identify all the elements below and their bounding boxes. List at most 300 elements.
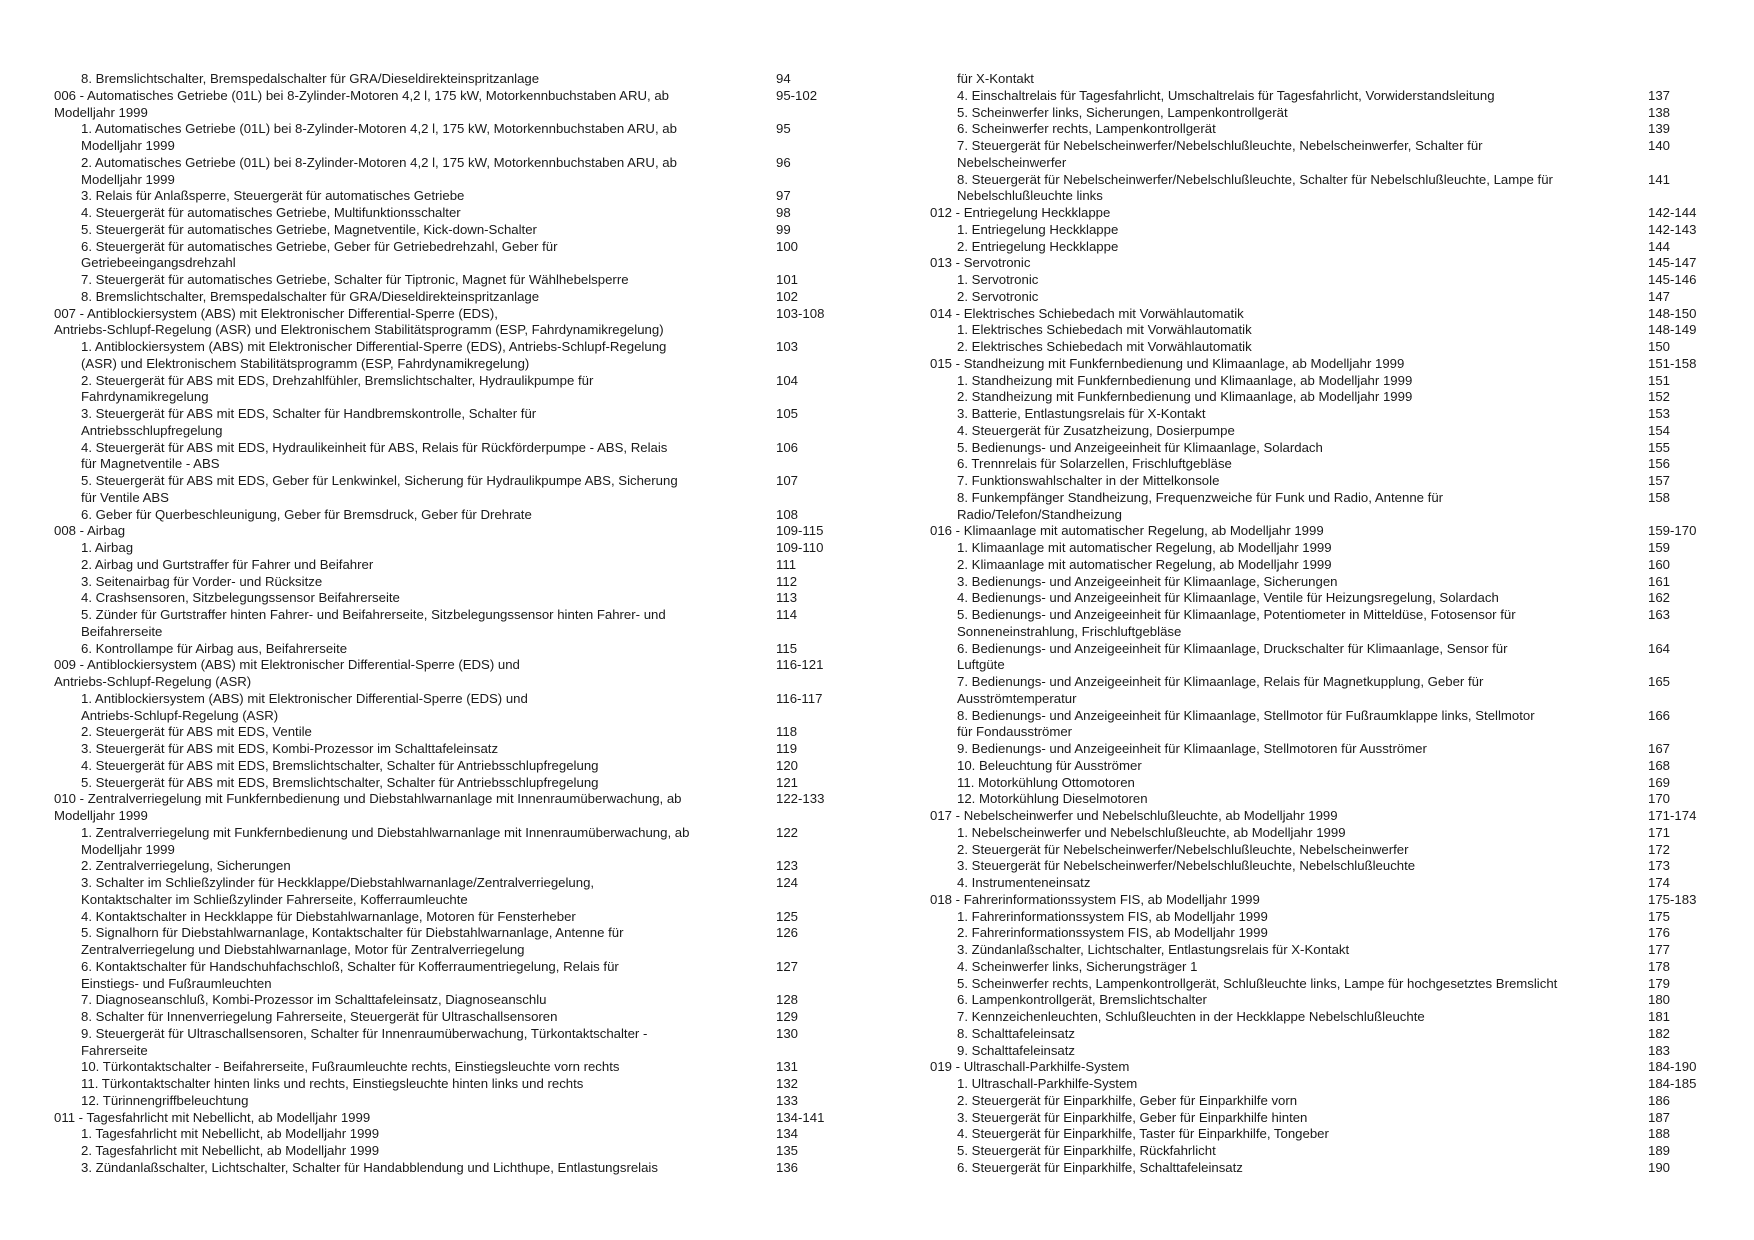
entry-page-number: 113 bbox=[776, 590, 798, 606]
toc-item-entry bbox=[54, 188, 844, 205]
entry-title-line: 1. Fahrerinformationssystem FIS, ab Modelljahr 1999 bbox=[957, 908, 1268, 924]
entry-title-line: 9. Steuergerät für Ultraschallsensoren, Schalter für Innenraumüberwachung, Türkontaktschalter - bbox=[81, 1025, 648, 1041]
entry-page-number: 126 bbox=[776, 925, 799, 941]
toc-item-entry bbox=[930, 1143, 1720, 1160]
entry-title-line: 014 - Elektrisches Schiebedach mit Vorwählautomatik bbox=[930, 305, 1244, 321]
entry-title-line: 009 - Antiblockiersystem (ABS) mit Elektronischer Differential-Sperre (EDS) und bbox=[54, 657, 520, 673]
entry-title-line: Luftgüte bbox=[957, 657, 1005, 673]
toc-item-entry bbox=[930, 423, 1720, 440]
entry-title-line: 5. Steuergerät für automatisches Getriebe, Magnetventile, Kick-down-Schalter bbox=[81, 221, 537, 237]
entry-page-number: 108 bbox=[776, 506, 799, 522]
entry-title-line: 7. Kennzeichenleuchten, Schlußleuchten in der Heckklappe Nebelschlußleuchte bbox=[957, 1009, 1425, 1024]
entry-page-number: 164 bbox=[1648, 640, 1671, 656]
entry-title-line: 8. Schalttafeleinsatz bbox=[957, 1025, 1076, 1041]
entry-page-number: 167 bbox=[1648, 741, 1671, 756]
entry-page-number: 172 bbox=[1648, 841, 1671, 857]
toc-item-entry bbox=[930, 490, 1720, 524]
entry-title-line: 2. Tagesfahrlicht mit Nebellicht, ab Modelljahr 1999 bbox=[81, 1143, 380, 1158]
toc-item-entry bbox=[54, 607, 844, 641]
toc-item-entry bbox=[930, 138, 1720, 172]
entry-page-number: 135 bbox=[776, 1143, 799, 1158]
entry-title-line: Nebelscheinwerfer bbox=[957, 154, 1067, 170]
entry-page-number: 100 bbox=[776, 238, 799, 254]
entry-page-number: 163 bbox=[1648, 607, 1671, 622]
entry-page-number: 109-115 bbox=[776, 523, 824, 539]
entry-page-number: 120 bbox=[776, 757, 799, 773]
toc-item-entry bbox=[930, 172, 1720, 206]
toc-item-entry bbox=[54, 1143, 844, 1160]
entry-page-number: 176 bbox=[1648, 925, 1671, 941]
entry-title-line: 8. Bedienungs- und Anzeigeeinheit für Klimaanlage, Stellmotor für Fußraumklappe links, Stellmotor bbox=[957, 707, 1535, 723]
toc-item-entry bbox=[930, 858, 1720, 875]
entry-title-line: 4. Bedienungs- und Anzeigeeinheit für Klimaanlage, Ventile für Heizungsregelung, Solardach bbox=[957, 590, 1499, 606]
toc-item-entry bbox=[930, 121, 1720, 138]
entry-title-line: 1. Tagesfahrlicht mit Nebellicht, ab Modelljahr 1999 bbox=[81, 1126, 380, 1142]
entry-title-line: 6. Geber für Querbeschleunigung, Geber für Bremsdruck, Geber für Drehrate bbox=[81, 506, 532, 522]
entry-title-line: 10. Türkontaktschalter - Beifahrerseite, Fußraumleuchte rechts, Einstiegsleuchte vorn rechts bbox=[81, 1059, 620, 1075]
entry-title-line: 1. Standheizung mit Funkfernbedienung und Klimaanlage, ab Modelljahr 1999 bbox=[957, 372, 1413, 388]
entry-title-line: 7. Diagnoseanschluß, Kombi-Prozessor im Schalttafeleinsatz, Diagnoseanschlu bbox=[81, 992, 547, 1008]
entry-title-line: 007 - Antiblockiersystem (ABS) mit Elektronischer Differential-Sperre (EDS), bbox=[54, 305, 498, 321]
entry-page-number: 145-146 bbox=[1648, 272, 1697, 287]
entry-page-number: 162 bbox=[1648, 590, 1671, 606]
toc-item-entry bbox=[54, 992, 844, 1009]
toc-item-entry bbox=[54, 205, 844, 222]
entry-title-line: 3. Steuergerät für ABS mit EDS, Schalter für Handbremskontrolle, Schalter für bbox=[81, 406, 537, 421]
entry-page-number: 116-117 bbox=[776, 690, 823, 706]
entry-page-number: 174 bbox=[1648, 875, 1671, 890]
entry-page-number: 123 bbox=[776, 858, 799, 874]
toc-item-entry bbox=[54, 540, 844, 557]
toc-section-entry bbox=[54, 88, 844, 122]
toc-item-entry bbox=[930, 842, 1720, 859]
entry-title-line: Antriebs-Schlupf-Regelung (ASR) bbox=[81, 707, 279, 723]
entry-title-line: 3. Bedienungs- und Anzeigeeinheit für Klimaanlage, Sicherungen bbox=[957, 573, 1338, 589]
toc-item-entry bbox=[930, 708, 1720, 742]
toc-item-entry bbox=[54, 825, 844, 859]
entry-page-number: 145-147 bbox=[1648, 255, 1697, 271]
entry-title-line: 8. Bremslichtschalter, Bremspedalschalter für GRA/Dieseldirekteinspritzanlage bbox=[81, 71, 540, 86]
entry-title-line: 6. Kontaktschalter für Handschuhfachschloß, Schalter für Kofferraumentriegelung, Relais für bbox=[81, 958, 619, 974]
entry-page-number: 178 bbox=[1648, 958, 1671, 974]
entry-title-line: 010 - Zentralverriegelung mit Funkfernbedienung und Diebstahlwarnanlage mit Innenraumüberwachung, ab bbox=[54, 791, 682, 807]
toc-item-entry bbox=[54, 691, 844, 725]
entry-page-number: 139 bbox=[1648, 121, 1671, 137]
entry-page-number: 134-141 bbox=[776, 1109, 825, 1125]
toc-section-entry bbox=[54, 306, 844, 340]
entry-title-line: 5. Scheinwerfer rechts, Lampenkontrollgerät, Schlußleuchte links, Lampe für hochgesetztes Bremslicht bbox=[957, 975, 1558, 991]
entry-page-number: 107 bbox=[776, 473, 799, 488]
toc-item-entry bbox=[930, 741, 1720, 758]
toc-item-entry bbox=[54, 1076, 844, 1093]
entry-title-line: 6. Scheinwerfer rechts, Lampenkontrollgerät bbox=[957, 121, 1216, 137]
entry-title-line: 2. Automatisches Getriebe (01L) bei 8-Zylinder-Motoren 4,2 l, 175 kW, Motorkennbuchstaben ARU, ab bbox=[81, 154, 677, 170]
entry-page-number: 127 bbox=[776, 958, 799, 974]
entry-title-line: 4. Instrumenteneinsatz bbox=[957, 875, 1091, 890]
entry-page-number: 177 bbox=[1648, 942, 1671, 957]
entry-title-line: 3. Zündanlaßschalter, Lichtschalter, Entlastungsrelais für X-Kontakt bbox=[957, 942, 1350, 957]
entry-title-line: 1. Klimaanlage mit automatischer Regelung, ab Modelljahr 1999 bbox=[957, 540, 1332, 555]
toc-section-entry bbox=[930, 255, 1720, 272]
entry-title-line: 017 - Nebelscheinwerfer und Nebelschlußleuchte, ab Modelljahr 1999 bbox=[930, 808, 1338, 823]
entry-title-line: 016 - Klimaanlage mit automatischer Regelung, ab Modelljahr 1999 bbox=[930, 523, 1324, 539]
entry-title-line: für Magnetventile - ABS bbox=[81, 456, 220, 472]
entry-page-number: 122-133 bbox=[776, 791, 825, 807]
toc-section-entry bbox=[54, 657, 844, 691]
entry-title-line: 7. Bedienungs- und Anzeigeeinheit für Klimaanlage, Relais für Magnetkupplung, Geber für bbox=[957, 674, 1484, 689]
entry-title-line: 1. Antiblockiersystem (ABS) mit Elektronischer Differential-Sperre (EDS) und bbox=[81, 690, 528, 706]
entry-page-number: 130 bbox=[776, 1025, 799, 1041]
entry-title-line: 3. Batterie, Entlastungsrelais für X-Kontakt bbox=[957, 406, 1206, 421]
entry-page-number: 183 bbox=[1648, 1042, 1671, 1058]
entry-page-number: 104 bbox=[776, 372, 799, 388]
entry-page-number: 114 bbox=[776, 607, 798, 622]
toc-item-entry bbox=[54, 507, 844, 524]
entry-title-line: Radio/Telefon/Standheizung bbox=[957, 506, 1122, 522]
entry-page-number: 124 bbox=[776, 875, 799, 890]
toc-item-entry bbox=[930, 1126, 1720, 1143]
toc-item-entry bbox=[930, 590, 1720, 607]
toc-item-entry bbox=[930, 272, 1720, 289]
entry-page-number: 184-190 bbox=[1648, 1059, 1697, 1075]
toc-section-entry bbox=[930, 306, 1720, 323]
toc-item-entry bbox=[930, 322, 1720, 339]
toc-item-entry bbox=[54, 239, 844, 273]
entry-title-line: für Ventile ABS bbox=[81, 489, 169, 505]
toc-item-entry bbox=[54, 272, 844, 289]
toc-item-entry bbox=[54, 339, 844, 373]
toc-item-entry bbox=[930, 105, 1720, 122]
toc-item-entry bbox=[930, 674, 1720, 708]
toc-item-entry bbox=[930, 1009, 1720, 1026]
entry-title-line: 6. Steuergerät für Einparkhilfe, Schalttafeleinsatz bbox=[957, 1159, 1243, 1175]
toc-item-entry bbox=[930, 1043, 1720, 1060]
toc-item-entry bbox=[930, 942, 1720, 959]
entry-page-number: 109-110 bbox=[776, 540, 824, 555]
toc-item-entry bbox=[930, 909, 1720, 926]
toc-item-entry bbox=[54, 1093, 844, 1110]
entry-title-line: 8. Funkempfänger Standheizung, Frequenzweiche für Funk und Radio, Antenne für bbox=[957, 489, 1444, 505]
toc-item-entry bbox=[54, 909, 844, 926]
toc-item-entry bbox=[930, 406, 1720, 423]
toc-item-entry bbox=[54, 724, 844, 741]
entry-page-number: 169 bbox=[1648, 774, 1671, 790]
toc-item-entry bbox=[54, 1160, 844, 1177]
entry-page-number: 187 bbox=[1648, 1109, 1671, 1125]
entry-page-number: 131 bbox=[776, 1059, 799, 1075]
entry-title-line: 2. Klimaanlage mit automatischer Regelung, ab Modelljahr 1999 bbox=[957, 556, 1332, 572]
entry-title-line: 12. Motorkühlung Dieselmotoren bbox=[957, 791, 1148, 807]
entry-title-line: Getriebeeingangsdrehzahl bbox=[81, 255, 236, 271]
toc-item-entry bbox=[54, 406, 844, 440]
entry-title-line: 1. Elektrisches Schiebedach mit Vorwählautomatik bbox=[957, 322, 1252, 338]
toc-column-left bbox=[54, 71, 844, 1177]
entry-title-line: 5. Steuergerät für ABS mit EDS, Geber für Lenkwinkel, Sicherung für Hydraulikpumpe ABS, Sicherung bbox=[81, 473, 678, 488]
toc-section-entry bbox=[54, 791, 844, 825]
entry-title-line: 7. Steuergerät für automatisches Getriebe, Schalter für Tiptronic, Magnet für Wählhebelsperre bbox=[81, 272, 629, 287]
entry-page-number: 179 bbox=[1648, 975, 1671, 991]
entry-title-line: 3. Steuergerät für Nebelscheinwerfer/Nebelschlußleuchte, Nebelschlußleuchte bbox=[957, 858, 1416, 874]
entry-title-line: 7. Steuergerät für Nebelscheinwerfer/Nebelschlußleuchte, Nebelscheinwerfer, Schalter für bbox=[957, 138, 1483, 153]
toc-item-entry bbox=[930, 641, 1720, 675]
toc-item-entry bbox=[930, 574, 1720, 591]
entry-title-line: Fahrdynamikregelung bbox=[81, 389, 209, 405]
toc-item-entry bbox=[930, 791, 1720, 808]
entry-page-number: 189 bbox=[1648, 1143, 1671, 1158]
toc-section-entry bbox=[930, 356, 1720, 373]
entry-page-number: 137 bbox=[1648, 87, 1671, 103]
entry-page-number: 154 bbox=[1648, 422, 1671, 438]
toc-item-entry bbox=[930, 758, 1720, 775]
entry-page-number: 132 bbox=[776, 1076, 799, 1091]
toc-item-entry bbox=[930, 1160, 1720, 1177]
toc-item-entry bbox=[930, 540, 1720, 557]
entry-page-number: 147 bbox=[1648, 288, 1671, 304]
entry-page-number: 171-174 bbox=[1648, 808, 1697, 823]
entry-page-number: 150 bbox=[1648, 339, 1671, 354]
entry-page-number: 119 bbox=[776, 741, 798, 756]
entry-title-line: 1. Servotronic bbox=[957, 272, 1039, 287]
toc-item-entry bbox=[930, 607, 1720, 641]
toc-item-entry bbox=[54, 289, 844, 306]
toc-item-entry bbox=[930, 959, 1720, 976]
toc-item-entry bbox=[930, 289, 1720, 306]
entry-title-line: 3. Steuergerät für ABS mit EDS, Kombi-Prozessor im Schalttafeleinsatz bbox=[81, 741, 499, 756]
entry-title-line: 4. Kontaktschalter in Heckklappe für Diebstahlwarnanlage, Motoren für Fensterheber bbox=[81, 908, 576, 924]
toc-item-entry bbox=[930, 775, 1720, 792]
entry-page-number: 95 bbox=[776, 121, 791, 137]
entry-page-number: 151-158 bbox=[1648, 355, 1697, 371]
toc-item-entry bbox=[54, 155, 844, 189]
entry-page-number: 98 bbox=[776, 205, 791, 220]
entry-title-line: 8. Steuergerät für Nebelscheinwerfer/Nebelschlußleuchte, Schalter für Nebelschlußleuchte, Lampe für bbox=[957, 171, 1553, 187]
entry-title-line: Fahrerseite bbox=[81, 1042, 148, 1058]
entry-page-number: 190 bbox=[1648, 1159, 1671, 1175]
entry-title-line: 8. Schalter für Innenverriegelung Fahrerseite, Steuergerät für Ultraschallsensoren bbox=[81, 1009, 558, 1024]
entry-title-line: Modelljahr 1999 bbox=[81, 841, 175, 857]
entry-title-line: 013 - Servotronic bbox=[930, 255, 1031, 271]
entry-page-number: 159 bbox=[1648, 540, 1671, 555]
entry-page-number: 111 bbox=[776, 556, 797, 572]
toc-item-entry bbox=[930, 1076, 1720, 1093]
entry-page-number: 152 bbox=[1648, 389, 1671, 405]
entry-title-line: Modelljahr 1999 bbox=[81, 171, 175, 187]
entry-page-number: 138 bbox=[1648, 104, 1671, 120]
entry-title-line: 5. Steuergerät für Einparkhilfe, Rückfahrlicht bbox=[957, 1143, 1216, 1158]
entry-page-number: 168 bbox=[1648, 757, 1671, 773]
entry-title-line: 4. Einschaltrelais für Tagesfahrlicht, Umschaltrelais für Tagesfahrlicht, Vorwiderstandsleitung bbox=[957, 87, 1495, 103]
entry-title-line: 1. Automatisches Getriebe (01L) bei 8-Zylinder-Motoren 4,2 l, 175 kW, Motorkennbuchstaben ARU, ab bbox=[81, 121, 677, 137]
entry-page-number: 175 bbox=[1648, 908, 1671, 924]
entry-title-line: 2. Steuergerät für Nebelscheinwerfer/Nebelschlußleuchte, Nebelscheinwerfer bbox=[957, 841, 1409, 857]
entry-title-line: 5. Bedienungs- und Anzeigeeinheit für Klimaanlage, Potentiometer in Mitteldüse, Fotosensor für bbox=[957, 607, 1516, 622]
toc-section-entry bbox=[930, 892, 1720, 909]
entry-page-number: 173 bbox=[1648, 858, 1671, 874]
entry-page-number: 141 bbox=[1648, 171, 1671, 187]
toc-item-entry bbox=[930, 925, 1720, 942]
toc-section-entry bbox=[930, 1059, 1720, 1076]
entry-title-line: 6. Steuergerät für automatisches Getriebe, Geber für Getriebedrehzahl, Geber für bbox=[81, 238, 558, 254]
entry-page-number: 148-150 bbox=[1648, 305, 1697, 321]
entry-page-number: 105 bbox=[776, 406, 799, 421]
entry-title-line: 5. Scheinwerfer links, Sicherungen, Lampenkontrollgerät bbox=[957, 104, 1288, 120]
entry-title-line: Beifahrerseite bbox=[81, 623, 163, 639]
toc-item-entry bbox=[54, 1059, 844, 1076]
entry-title-line: 4. Steuergerät für ABS mit EDS, Hydraulikeinheit für ABS, Relais für Rückförderpumpe - ABS, Relais bbox=[81, 439, 668, 455]
entry-page-number: 186 bbox=[1648, 1092, 1671, 1108]
toc-item-entry bbox=[930, 1110, 1720, 1127]
entry-title-line: 006 - Automatisches Getriebe (01L) bei 8-Zylinder-Motoren 4,2 l, 175 kW, Motorkennbuchstaben ARU, ab bbox=[54, 87, 670, 103]
entry-title-line: Kontaktschalter im Schließzylinder Fahrerseite, Kofferraumleuchte bbox=[81, 891, 468, 907]
entry-title-line: 6. Lampenkontrollgerät, Bremslichtschalter bbox=[957, 992, 1207, 1008]
entry-title-line: 019 - Ultraschall-Parkhilfe-System bbox=[930, 1059, 1130, 1075]
toc-section-entry bbox=[930, 205, 1720, 222]
toc-item-entry bbox=[930, 976, 1720, 993]
entry-page-number: 140 bbox=[1648, 138, 1671, 153]
entry-page-number: 175-183 bbox=[1648, 891, 1697, 907]
toc-item-entry bbox=[54, 373, 844, 407]
toc-item-entry bbox=[54, 473, 844, 507]
entry-page-number: 182 bbox=[1648, 1025, 1671, 1041]
toc-item-entry bbox=[930, 875, 1720, 892]
entry-page-number: 129 bbox=[776, 1009, 799, 1024]
entry-title-line: Nebelschlußleuchte links bbox=[957, 188, 1103, 204]
entry-title-line: 012 - Entriegelung Heckklappe bbox=[930, 205, 1111, 220]
toc-item-entry bbox=[930, 71, 1720, 88]
entry-page-number: 116-121 bbox=[776, 657, 824, 673]
entry-title-line: 3. Steuergerät für Einparkhilfe, Geber für Einparkhilfe hinten bbox=[957, 1109, 1308, 1125]
entry-title-line: 3. Zündanlaßschalter, Lichtschalter, Schalter für Handabblendung und Lichthupe, Entlastungsrelais bbox=[81, 1159, 658, 1175]
entry-page-number: 102 bbox=[776, 288, 799, 304]
entry-title-line: 2. Steuergerät für ABS mit EDS, Drehzahlfühler, Bremslichtschalter, Hydraulikpumpe für bbox=[81, 372, 594, 388]
toc-item-entry bbox=[930, 239, 1720, 256]
toc-item-entry bbox=[930, 1093, 1720, 1110]
entry-title-line: 9. Schalttafeleinsatz bbox=[957, 1042, 1076, 1058]
entry-page-number: 170 bbox=[1648, 791, 1671, 807]
entry-title-line: 1. Nebelscheinwerfer und Nebelschlußleuchte, ab Modelljahr 1999 bbox=[957, 824, 1346, 840]
toc-item-entry bbox=[54, 758, 844, 775]
entry-page-number: 142-144 bbox=[1648, 205, 1697, 220]
entry-page-number: 103 bbox=[776, 339, 799, 354]
entry-page-number: 103-108 bbox=[776, 305, 825, 321]
entry-title-line: 2. Entriegelung Heckklappe bbox=[957, 238, 1119, 254]
entry-page-number: 99 bbox=[776, 221, 791, 237]
entry-page-number: 128 bbox=[776, 992, 799, 1008]
entry-title-line: Antriebs-Schlupf-Regelung (ASR) bbox=[54, 674, 252, 689]
entry-page-number: 181 bbox=[1648, 1009, 1671, 1024]
entry-title-line: 12. Türinnengriffbeleuchtung bbox=[81, 1092, 249, 1108]
entry-page-number: 134 bbox=[776, 1126, 799, 1142]
toc-item-entry bbox=[54, 1126, 844, 1143]
entry-page-number: 95-102 bbox=[776, 87, 818, 103]
entry-title-line: Modelljahr 1999 bbox=[54, 808, 148, 823]
toc-column-right bbox=[930, 71, 1720, 1177]
toc-item-entry bbox=[54, 875, 844, 909]
entry-page-number: 184-185 bbox=[1648, 1076, 1697, 1091]
entry-page-number: 151 bbox=[1648, 372, 1671, 388]
entry-page-number: 165 bbox=[1648, 674, 1671, 689]
entry-title-line: 11. Motorkühlung Ottomotoren bbox=[957, 774, 1135, 790]
entry-title-line: für Fondausströmer bbox=[957, 724, 1073, 740]
entry-title-line: Zentralverriegelung und Diebstahlwarnanlage, Motor für Zentralverriegelung bbox=[81, 942, 525, 957]
toc-section-entry bbox=[930, 523, 1720, 540]
entry-page-number: 97 bbox=[776, 188, 791, 204]
entry-title-line: 4. Scheinwerfer links, Sicherungsträger 1 bbox=[957, 958, 1198, 974]
toc-item-entry bbox=[54, 121, 844, 155]
toc-section-entry bbox=[930, 808, 1720, 825]
entry-title-line: 6. Trennrelais für Solarzellen, Frischluftgebläse bbox=[957, 456, 1232, 472]
toc-item-entry bbox=[930, 373, 1720, 390]
entry-page-number: 153 bbox=[1648, 406, 1671, 421]
entry-page-number: 157 bbox=[1648, 473, 1671, 488]
entry-title-line: 4. Steuergerät für automatisches Getriebe, Multifunktionsschalter bbox=[81, 205, 461, 220]
toc-item-entry bbox=[54, 590, 844, 607]
toc-item-entry bbox=[930, 557, 1720, 574]
toc-item-entry bbox=[54, 440, 844, 474]
entry-page-number: 94 bbox=[776, 71, 791, 86]
entry-title-line: 008 - Airbag bbox=[54, 523, 126, 539]
toc-item-entry bbox=[930, 440, 1720, 457]
entry-title-line: 2. Elektrisches Schiebedach mit Vorwählautomatik bbox=[957, 339, 1252, 354]
toc-item-entry bbox=[930, 339, 1720, 356]
toc-item-entry bbox=[930, 456, 1720, 473]
entry-page-number: 148-149 bbox=[1648, 322, 1697, 338]
toc-item-entry bbox=[930, 222, 1720, 239]
entry-title-line: 2. Servotronic bbox=[957, 288, 1039, 304]
entry-title-line: 018 - Fahrerinformationssystem FIS, ab Modelljahr 1999 bbox=[930, 891, 1260, 907]
toc-item-entry bbox=[930, 88, 1720, 105]
entry-title-line: 2. Zentralverriegelung, Sicherungen bbox=[81, 858, 291, 874]
entry-page-number: 161 bbox=[1648, 573, 1671, 589]
entry-title-line: 5. Signalhorn für Diebstahlwarnanlage, Kontaktschalter für Diebstahlwarnanlage, Antenne für bbox=[81, 925, 624, 941]
toc-item-entry bbox=[930, 992, 1720, 1009]
toc-item-entry bbox=[54, 222, 844, 239]
entry-title-line: 011 - Tagesfahrlicht mit Nebellicht, ab Modelljahr 1999 bbox=[54, 1109, 371, 1125]
toc-item-entry bbox=[54, 641, 844, 658]
entry-title-line: 5. Steuergerät für ABS mit EDS, Bremslichtschalter, Schalter für Antriebsschlupfregelung bbox=[81, 774, 599, 790]
entry-page-number: 160 bbox=[1648, 556, 1671, 572]
entry-title-line: 1. Airbag bbox=[81, 540, 134, 555]
toc-item-entry bbox=[54, 1026, 844, 1060]
entry-page-number: 144 bbox=[1648, 238, 1671, 254]
toc-item-entry bbox=[54, 574, 844, 591]
entry-title-line: 1. Entriegelung Heckklappe bbox=[957, 221, 1119, 237]
entry-title-line: 2. Standheizung mit Funkfernbedienung und Klimaanlage, ab Modelljahr 1999 bbox=[957, 389, 1413, 405]
toc-item-entry bbox=[54, 925, 844, 959]
toc-item-entry bbox=[54, 741, 844, 758]
entry-title-line: 4. Steuergerät für Einparkhilfe, Taster für Einparkhilfe, Tongeber bbox=[957, 1126, 1329, 1142]
entry-page-number: 125 bbox=[776, 908, 799, 924]
toc-item-entry bbox=[930, 473, 1720, 490]
entry-title-line: 5. Bedienungs- und Anzeigeeinheit für Klimaanlage, Solardach bbox=[957, 439, 1323, 455]
toc-item-entry bbox=[930, 1026, 1720, 1043]
entry-title-line: für X-Kontakt bbox=[957, 71, 1034, 86]
entry-title-line: 5. Zünder für Gurtstraffer hinten Fahrer- und Beifahrerseite, Sitzbelegungssensor hinten Fahrer- und bbox=[81, 607, 666, 622]
entry-page-number: 142-143 bbox=[1648, 221, 1697, 237]
entry-title-line: 1. Zentralverriegelung mit Funkfernbedienung und Diebstahlwarnanlage mit Innenraumüberwachung, ab bbox=[81, 824, 690, 840]
entry-page-number: 115 bbox=[776, 640, 798, 656]
entry-title-line: 4. Steuergerät für Zusatzheizung, Dosierpumpe bbox=[957, 422, 1235, 438]
entry-title-line: Einstiegs- und Fußraumleuchten bbox=[81, 975, 272, 991]
entry-title-line: 2. Steuergerät für ABS mit EDS, Ventile bbox=[81, 724, 312, 740]
entry-title-line: 3. Relais für Anlaßsperre, Steuergerät für automatisches Getriebe bbox=[81, 188, 465, 204]
entry-page-number: 156 bbox=[1648, 456, 1671, 472]
entry-page-number: 171 bbox=[1648, 824, 1671, 840]
entry-title-line: 4. Crashsensoren, Sitzbelegungssensor Beifahrerseite bbox=[81, 590, 400, 606]
entry-page-number: 136 bbox=[776, 1159, 799, 1175]
entry-title-line: 015 - Standheizung mit Funkfernbedienung und Klimaanlage, ab Modelljahr 1999 bbox=[930, 355, 1405, 371]
toc-item-entry bbox=[930, 825, 1720, 842]
